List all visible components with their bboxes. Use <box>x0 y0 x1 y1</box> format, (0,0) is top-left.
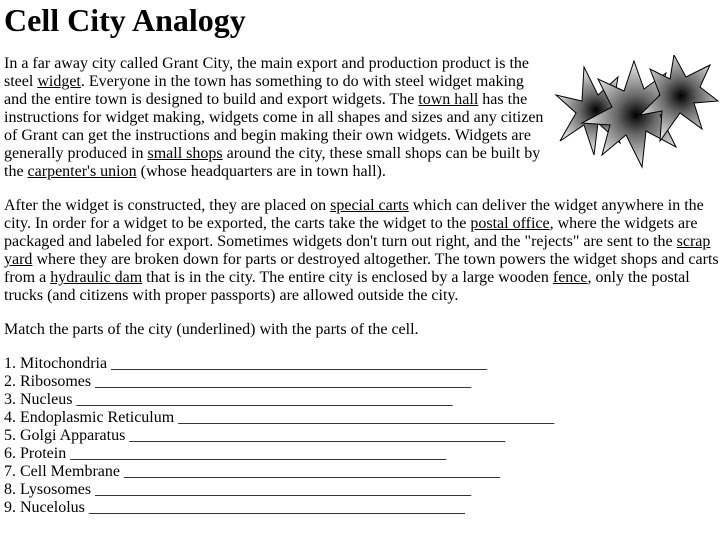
match-item <box>4 445 719 463</box>
underlined-term: widget <box>37 73 81 90</box>
answer-blank: _______________________________________________ <box>88 499 465 516</box>
instruction-line: Match the parts of the city (underlined) with the parts of the cell. <box>4 321 419 338</box>
answer-blank: _______________________________________________ <box>111 355 488 372</box>
answer-blank: _______________________________________________ <box>70 445 447 462</box>
text-segment: where they are broken down for parts or destroyed altogether. The town powers the widget shops and carts from a <box>4 251 719 286</box>
organelle-label: 6. Protein <box>4 445 71 462</box>
page-title: Cell City Analogy <box>4 2 246 38</box>
logistics-text <box>4 197 719 304</box>
organelle-label: 9. Nucelolus <box>4 499 89 516</box>
match-item <box>4 481 719 499</box>
text-segment: which can deliver the widget anywhere in the city. In order for a widget to be exported, the carts take the widget to the <box>4 197 704 232</box>
match-list <box>4 355 719 517</box>
widget-shapes-image <box>554 55 719 173</box>
underlined-term: small shops <box>147 145 223 162</box>
organelle-label: 1. Mitochondria <box>4 355 112 372</box>
match-item <box>4 409 719 427</box>
underlined-term: special carts <box>330 197 409 214</box>
underlined-term: carpenter's union <box>27 163 137 180</box>
organelle-label: 2. Ribosomes <box>4 373 96 390</box>
answer-blank: _______________________________________________ <box>95 481 472 498</box>
text-segment: has the instructions for widget making, widgets come in all shapes and sizes and any citizen of Grant can get the instructions and begin making their own widgets. Widgets are generally produced in <box>4 91 544 162</box>
answer-blank: _______________________________________________ <box>129 427 506 444</box>
underlined-term: town hall <box>418 91 479 108</box>
organelle-label: 5. Golgi Apparatus <box>4 427 130 444</box>
underlined-term: postal office <box>470 215 550 232</box>
intro-text <box>4 55 543 180</box>
text-segment: , only the postal trucks (and citizens with proper passports) are allowed outside the city. <box>4 269 690 304</box>
organelle-label: 4. Endoplasmic Reticulum <box>4 409 179 426</box>
match-item <box>4 355 719 373</box>
text-segment: In a far away city called Grant City, the main export and production product is the steel <box>4 55 530 90</box>
answer-blank: _______________________________________________ <box>76 391 453 408</box>
text-segment: After the widget is constructed, they are placed on <box>4 197 331 214</box>
answer-blank: _______________________________________________ <box>123 463 500 480</box>
answer-blank: _______________________________________________ <box>95 373 472 390</box>
organelle-label: 3. Nucleus <box>4 391 77 408</box>
intro-paragraph <box>4 55 719 181</box>
underlined-term: scrap yard <box>4 233 711 268</box>
text-segment: , where the widgets are packaged and labeled for export. Sometimes widgets don't turn out right, and the "rejects" are sent to the <box>4 215 698 250</box>
logistics-paragraph <box>4 197 719 305</box>
underlined-term: hydraulic dam <box>50 269 143 286</box>
answer-blank: _______________________________________________ <box>178 409 555 426</box>
text-segment: around the city, these small shops can be built by the <box>4 145 541 180</box>
match-item <box>4 391 719 409</box>
organelle-label: 7. Cell Membrane <box>4 463 124 480</box>
match-item <box>4 499 719 517</box>
text-segment: (whose headquarters are in town hall). <box>136 163 386 180</box>
organelle-label: 8. Lysosomes <box>4 481 96 498</box>
match-item <box>4 463 719 481</box>
underlined-term: fence <box>552 269 588 286</box>
text-segment: that is in the city. The entire city is enclosed by a large wooden <box>142 269 553 286</box>
widget-shapes-svg <box>554 55 719 173</box>
match-item <box>4 427 719 445</box>
match-item <box>4 373 719 391</box>
text-segment: . Everyone in the town has something to do with steel widget making and the entire town is designed to build and export widgets. The <box>4 73 524 108</box>
